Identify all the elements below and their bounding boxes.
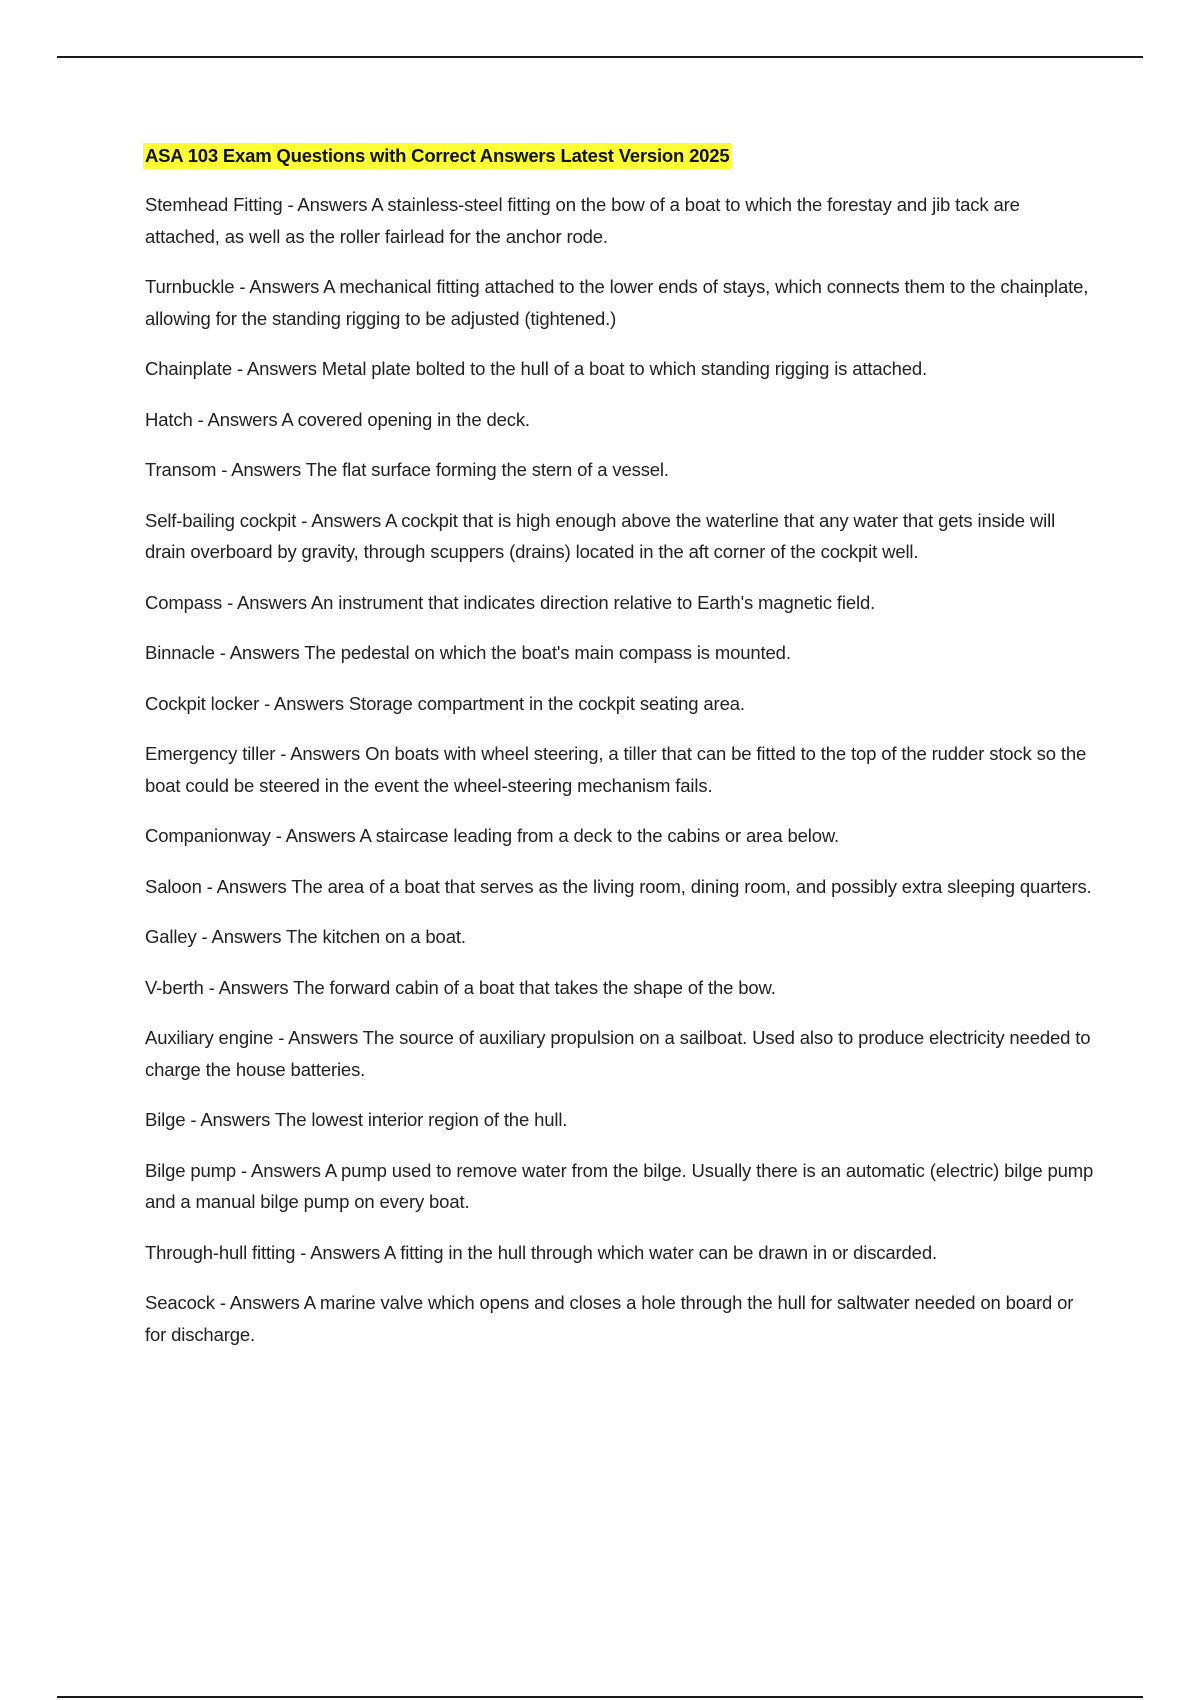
list-item: Companionway - Answers A staircase leading from a deck to the cabins or area below. — [145, 825, 840, 846]
list-item: Turnbuckle - Answers A mechanical fitting attached to the lower ends of stays, which connects them to the chainplate, allowing for the standing rigging to be adjusted (tightened.) — [145, 276, 1089, 329]
list-item: Self-bailing cockpit - Answers A cockpit that is high enough above the waterline that any water that gets inside will drain overboard by gravity, through scuppers (drains) located in the aft corner of the cockpit well. — [145, 509, 1056, 562]
list-item: V-berth - Answers The forward cabin of a boat that takes the shape of the bow. — [145, 976, 776, 998]
list-item: Auxiliary engine - Answers The source of auxiliary propulsion on a sailboat. Used also to produce electricity needed to charge the house batteries. — [145, 1027, 1091, 1080]
header-rule — [57, 56, 1143, 58]
list-item: Hatch - Answers A covered opening in the deck. — [145, 408, 530, 430]
entry-list — [145, 189, 1095, 1350]
footer-rule — [57, 1696, 1143, 1698]
list-item: Galley - Answers The kitchen on a boat. — [145, 926, 466, 947]
list-item: Emergency tiller - Answers On boats with wheel steering, a tiller that can be fitted to the top of the rudder stock so the boat could be steered in the event the wheel-steering mechanism fails. — [145, 743, 1087, 796]
list-item: Chainplate - Answers Metal plate bolted to the hull of a boat to which standing rigging is attached. — [145, 358, 928, 379]
list-item: Compass - Answers An instrument that indicates direction relative to Earth's magnetic field. — [145, 591, 876, 613]
list-item: Through-hull fitting - Answers A fitting in the hull through which water can be drawn in or discarded. — [145, 1241, 937, 1263]
list-item: Transom - Answers The flat surface forming the stern of a vessel. — [145, 459, 669, 480]
document-body — [145, 143, 1095, 1369]
list-item: Binnacle - Answers The pedestal on which the boat's main compass is mounted. — [145, 642, 791, 663]
document-title: ASA 103 Exam Questions with Correct Answers Latest Version 2025 — [143, 143, 731, 169]
list-item: Cockpit locker - Answers Storage compartment in the cockpit seating area. — [145, 692, 745, 714]
list-item: Seacock - Answers A marine valve which opens and closes a hole through the hull for saltwater needed on board or for discharge. — [145, 1292, 1074, 1345]
list-item: Bilge pump - Answers A pump used to remove water from the bilge. Usually there is an automatic (electric) bilge pump and a manual bilge pump on every boat. — [145, 1159, 1094, 1212]
list-item: Saloon - Answers The area of a boat that serves as the living room, dining room, and possibly extra sleeping quarters. — [145, 875, 1092, 897]
list-item: Stemhead Fitting - Answers A stainless-steel fitting on the bow of a boat to which the forestay and jib tack are attached, as well as the roller fairlead for the anchor rode. — [145, 194, 1020, 247]
list-item: Bilge - Answers The lowest interior region of the hull. — [145, 1109, 568, 1130]
